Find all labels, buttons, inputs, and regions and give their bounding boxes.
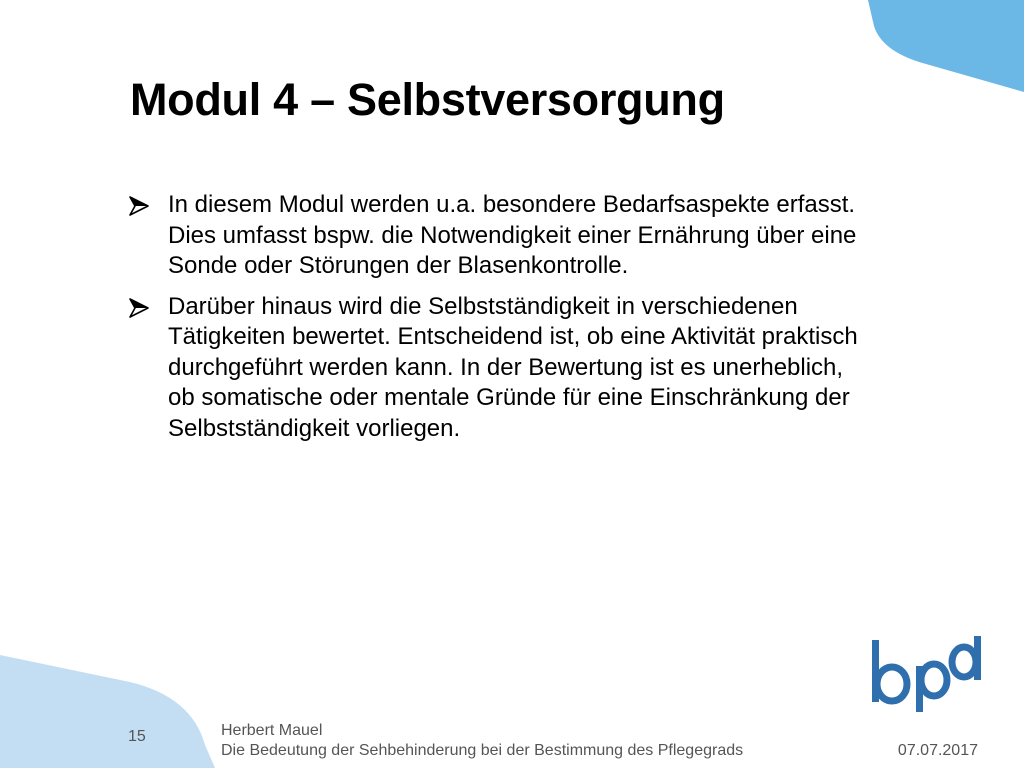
bullet-text: In diesem Modul werden u.a. besondere Bedarfsaspekte erfasst. Dies umfasst bspw. die Notwendigkeit einer Ernährung über eine Sonde oder Störungen der Blasenkontrolle.	[168, 191, 857, 279]
bullet-list	[128, 190, 858, 454]
corner-decoration-top-right	[868, 0, 1024, 92]
bullet-item	[128, 190, 858, 282]
arrowhead-bullet-icon	[128, 195, 150, 217]
arrowhead-bullet-icon	[128, 297, 150, 319]
footer-subtitle: Die Bedeutung der Sehbehinderung bei der Bestimmung des Pflegegrads	[221, 742, 744, 759]
bullet-item	[128, 292, 858, 445]
bpa-logo	[866, 624, 990, 714]
footer-author: Herbert Mauel	[221, 722, 323, 739]
slide-number: 15	[128, 728, 146, 745]
footer-date: 07.07.2017	[897, 742, 978, 759]
corner-decoration-bottom-left	[0, 655, 215, 768]
bullet-text: Darüber hinaus wird die Selbstständigkeit in verschiedenen Tätigkeiten bewertet. Entscheidend ist, ob eine Aktivität praktisch durchgeführt werden kann. In der Bewertung ist es unerheblich, ob somatische oder mentale Gründe für eine Einschränkung der Selbstständigkeit vorliegen.	[168, 292, 858, 442]
slide-title: Modul 4 – Selbstversorgung	[130, 74, 725, 125]
